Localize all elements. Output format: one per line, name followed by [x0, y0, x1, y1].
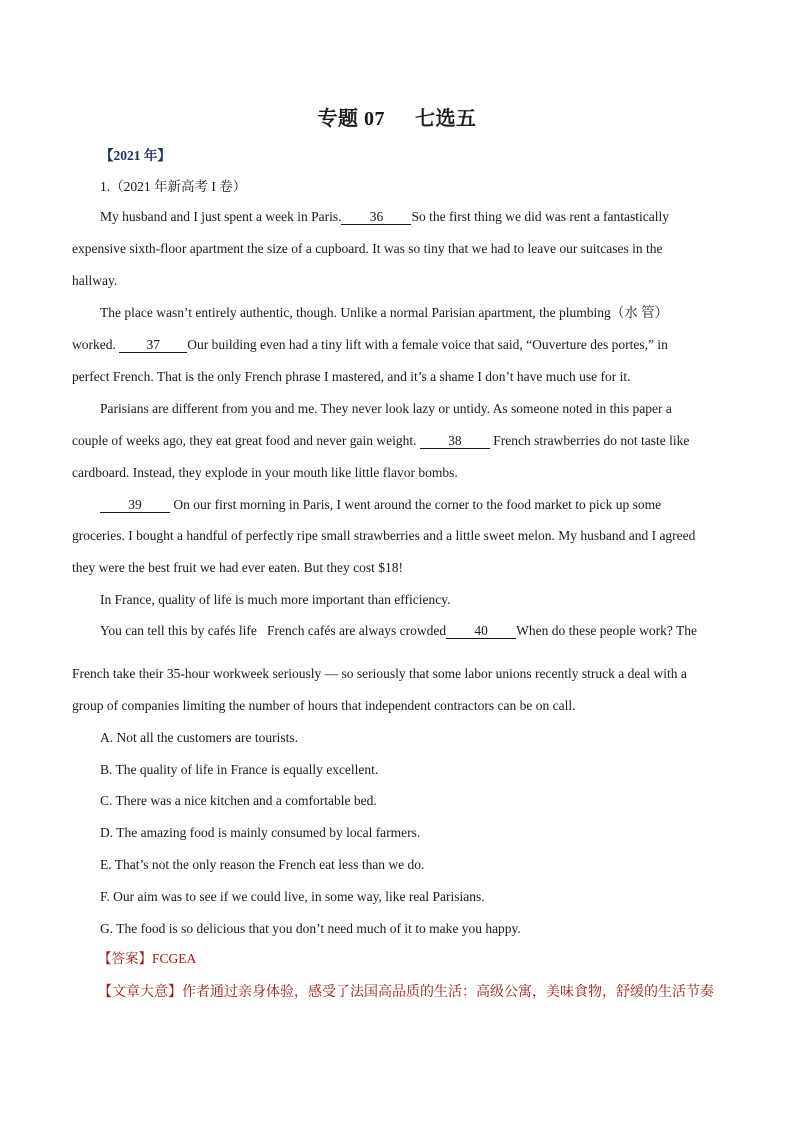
- paragraph-2-line-2: worked. 37 Our building even had a tiny lift with a female voice that said, “Ouverture des portes,” in: [72, 337, 668, 352]
- year-label: 【2021 年】: [100, 148, 171, 163]
- option-f: F. Our aim was to see if we could live, in some way, like real Parisians.: [100, 889, 485, 904]
- option-d: D. The amazing food is mainly consumed by local farmers.: [100, 825, 421, 840]
- answer-line: [98, 950, 196, 968]
- blank-39: 39: [100, 498, 170, 513]
- summary-label: 【文章大意】: [98, 985, 182, 1000]
- paragraph-6-line-3: group of companies limiting the number of hours that independent contractors can be on call.: [72, 698, 576, 713]
- blank-37: 37: [119, 338, 187, 353]
- paragraph-1-line-1: My husband and I just spent a week in Paris. 36 So the first thing we did was rent a fantastically: [100, 209, 670, 224]
- paragraph-4-line-3: they were the best fruit we had ever eaten. But they cost $18!: [72, 560, 404, 575]
- title-part-name: 七选五: [415, 108, 477, 130]
- option-e: E. That’s not the only reason the French eat less than we do.: [100, 857, 425, 872]
- title-part-topic: 专题 07: [317, 108, 385, 130]
- paragraph-4-line-1: 39 On our first morning in Paris, I went around the corner to the food market to pick up some: [100, 496, 661, 514]
- page-title: [0, 102, 794, 131]
- paragraph-3-line-2: couple of weeks ago, they eat great food and never gain weight. 38 French strawberries do not taste like: [72, 433, 690, 448]
- question-source: 1.（2021 年新高考 I 卷）: [100, 179, 247, 194]
- summary-text: 作者通过亲身体验，感受了法国高品质的生活：高级公寓，美味食物，舒缓的生活节奏: [182, 985, 714, 1000]
- option-b: B. The quality of life in France is equally excellent.: [100, 762, 379, 777]
- answer-label: 【答案】: [98, 951, 152, 966]
- option-a: A. Not all the customers are tourists.: [100, 730, 298, 745]
- paragraph-6-line-1: You can tell this by cafés life French cafés are always crowded 40 When do these people work? The: [100, 623, 697, 638]
- blank-38: 38: [420, 434, 490, 449]
- paragraph-2-line-3: perfect French. That is the only French phrase I mastered, and it’s a shame I don’t have much use for it.: [72, 369, 631, 384]
- blank-40: 40: [446, 624, 516, 639]
- paragraph-3-line-1: Parisians are different from you and me. They never look lazy or untidy. As someone noted in this paper a: [100, 401, 672, 416]
- option-g: G. The food is so delicious that you don’t need much of it to make you happy.: [100, 921, 521, 936]
- paragraph-4-line-2: groceries. I bought a handful of perfectly ripe small strawberries and a little sweet melon. My husband and I agreed: [72, 528, 696, 543]
- option-c: C. There was a nice kitchen and a comfortable bed.: [100, 793, 377, 808]
- paragraph-2-line-1: The place wasn’t entirely authentic, though. Unlike a normal Parisian apartment, the plumbing（水 管）: [100, 305, 669, 320]
- blank-36: 36: [341, 210, 411, 225]
- paragraph-5-line-1: In France, quality of life is much more important than efficiency.: [100, 592, 451, 607]
- paragraph-6-line-2: French take their 35-hour workweek seriously — so seriously that some labor unions recently struck a deal with a: [72, 666, 687, 681]
- paragraph-3-line-3: cardboard. Instead, they explode in your mouth like little flavor bombs.: [72, 465, 458, 480]
- summary-line: [98, 984, 714, 1002]
- answer-value: FCGEA: [152, 951, 197, 966]
- paragraph-1-line-3: hallway.: [72, 273, 118, 288]
- paragraph-1-line-2: expensive sixth-floor apartment the size of a cupboard. It was so tiny that we had to leave our suitcases in the: [72, 241, 663, 256]
